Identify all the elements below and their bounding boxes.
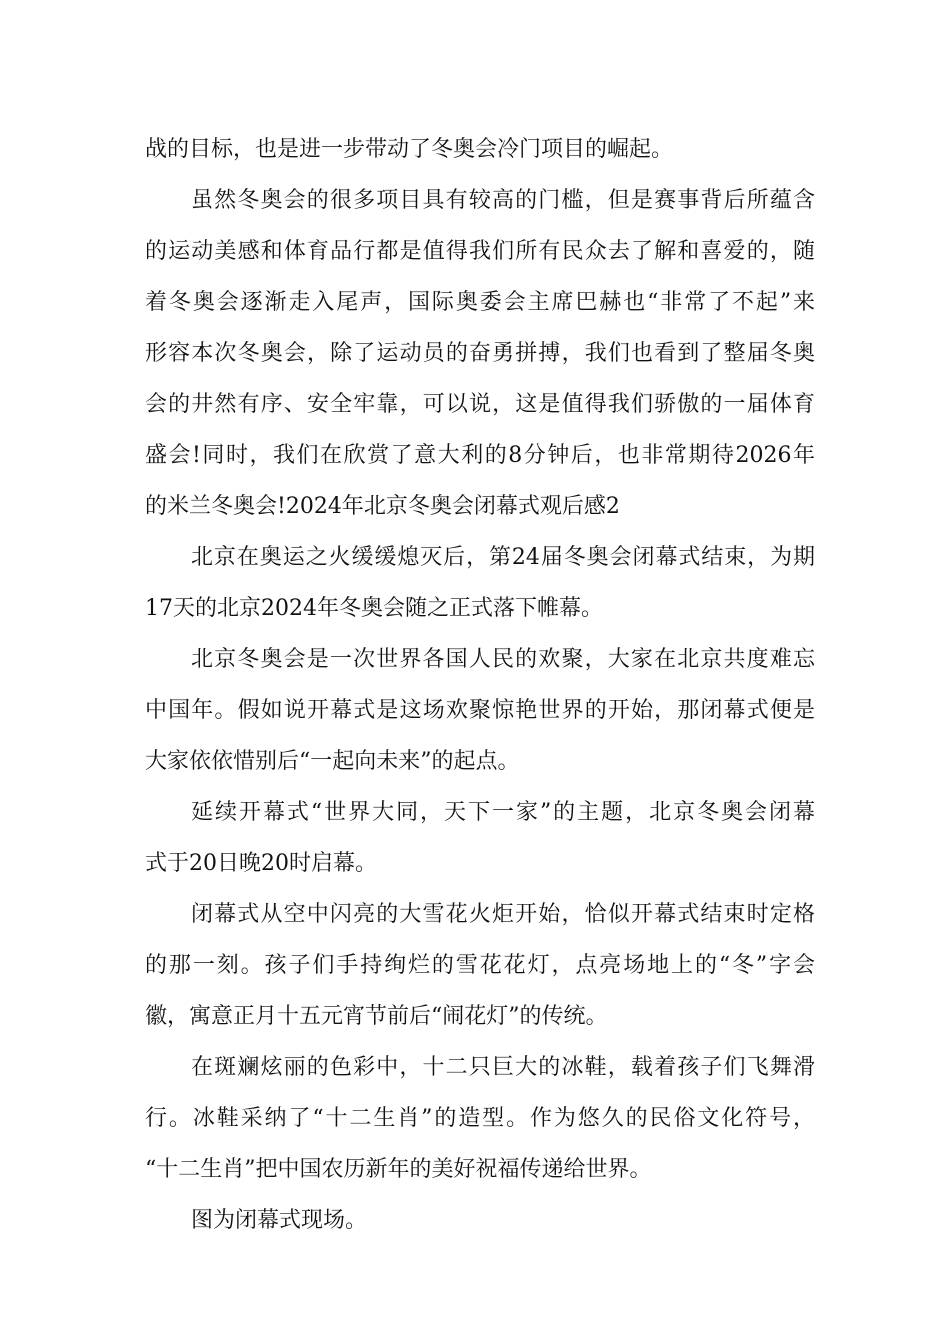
text-line: 中国年。假如说开幕式是这场欢聚惊艳世界的开始，那闭幕式便是 — [145, 698, 815, 723]
text-line: “十二生肖”把中国农历新年的美好祝福传递给世界。 — [145, 1157, 652, 1182]
text-line: 盛会!同时，我们在欣赏了意大利的8分钟后，也非常期待2026年 — [145, 443, 815, 468]
text-line: 的米兰冬奥会!2024年北京冬奥会闭幕式观后感2 — [145, 494, 620, 519]
text-line: 着冬奥会逐渐走入尾声，国际奥委会主席巴赫也“非常了不起”来 — [145, 290, 815, 315]
text-line: 大家依依惜别后“一起向未来”的起点。 — [145, 749, 520, 774]
paragraph-first-line: 北京冬奥会是一次世界各国人民的欢聚，大家在北京共度难忘 — [191, 647, 815, 672]
paragraph-first-line: 北京在奥运之火缓缓熄灭后，第24届冬奥会闭幕式结束，为期 — [191, 545, 815, 570]
text-line: 式于20日晚20时启幕。 — [145, 851, 377, 876]
text-line: 形容本次冬奥会，除了运动员的奋勇拼搏，我们也看到了整届冬奥 — [145, 341, 815, 366]
text-line: 会的井然有序、安全牢靠，可以说，这是值得我们骄傲的一届体育 — [145, 392, 815, 417]
text-line: 徽，寓意正月十五元宵节前后“闹花灯”的传统。 — [145, 1004, 608, 1029]
text-line: 战的目标，也是进一步带动了冬奥会冷门项目的崛起。 — [145, 137, 674, 162]
text-line: 的那一刻。孩子们手持绚烂的雪花花灯，点亮场地上的“冬”字会 — [145, 953, 815, 978]
paragraph-first-line: 延续开幕式“世界大同，天下一家”的主题，北京冬奥会闭幕 — [191, 800, 815, 825]
paragraph-first-line: 虽然冬奥会的很多项目具有较高的门槛，但是赛事背后所蕴含 — [191, 188, 815, 213]
paragraph-first-line: 闭幕式从空中闪亮的大雪花火炬开始，恰似开幕式结束时定格 — [191, 902, 815, 927]
paragraph-first-line: 图为闭幕式现场。 — [191, 1208, 368, 1233]
paragraph-first-line: 在斑斓炫丽的色彩中，十二只巨大的冰鞋，载着孩子们飞舞滑 — [191, 1055, 815, 1080]
text-line: 的运动美感和体育品行都是值得我们所有民众去了解和喜爱的，随 — [145, 239, 815, 264]
text-line: 17天的北京2024年冬奥会随之正式落下帷幕。 — [145, 596, 603, 621]
text-line: 行。冰鞋采纳了“十二生肖”的造型。作为悠久的民俗文化符号， — [145, 1106, 815, 1131]
